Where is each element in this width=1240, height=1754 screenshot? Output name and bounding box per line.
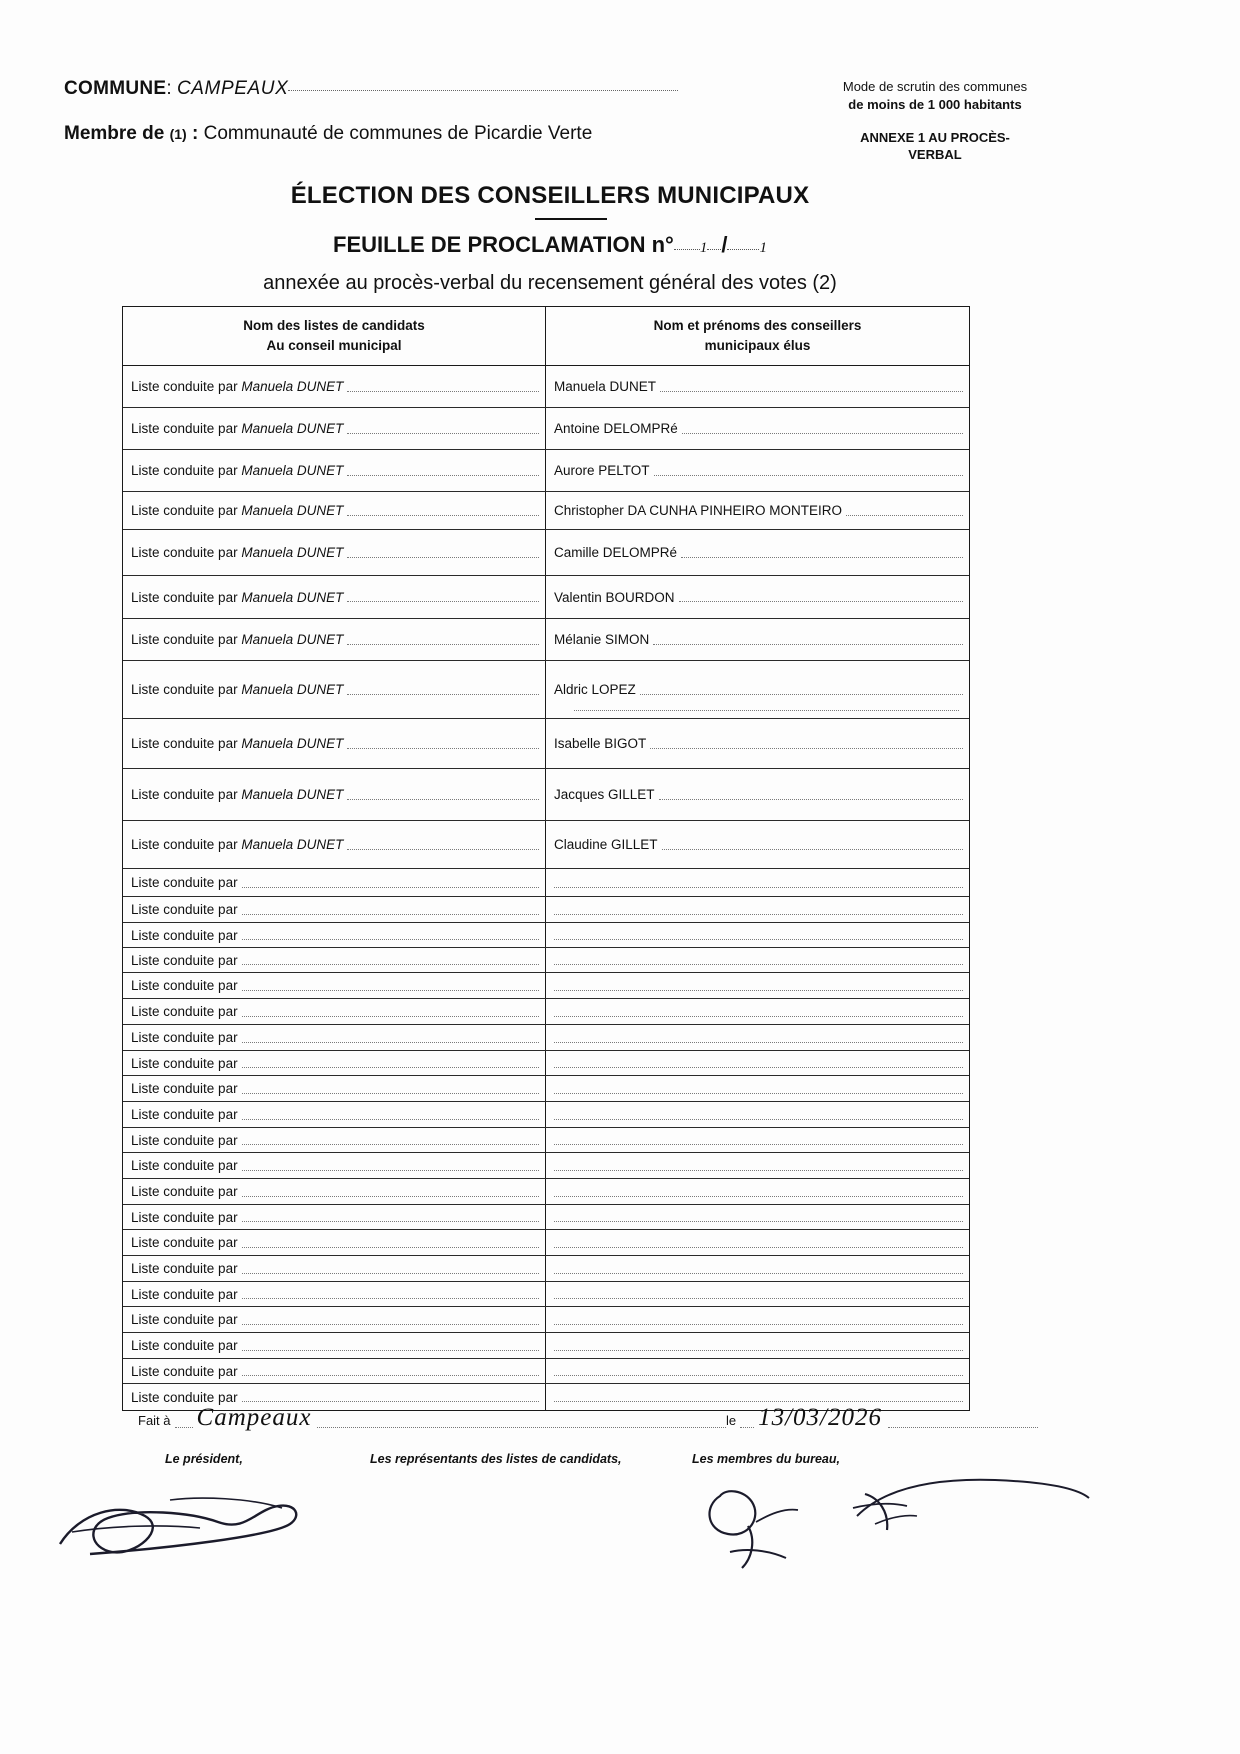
- table-row: [123, 923, 969, 948]
- dotted-leader: [846, 506, 963, 516]
- elected-councillor-name: Valentin BOURDON: [554, 589, 675, 605]
- elected-councillor-name: Aurore PELTOT: [554, 463, 650, 479]
- dotted-leader: [554, 1135, 963, 1145]
- list-leader-name: Manuela DUNET: [241, 545, 344, 561]
- list-conduite-par-text: Liste conduite par: [131, 902, 238, 918]
- table-row: [123, 719, 969, 769]
- dotted-leader: [650, 739, 963, 749]
- table-row: [123, 1282, 969, 1307]
- dotted-leader: [554, 1058, 963, 1068]
- dotted-leader: [347, 790, 539, 800]
- dotted-leader: [242, 930, 539, 940]
- cell-elected-name: [546, 530, 969, 575]
- dotted-leader: [242, 1058, 539, 1068]
- cell-elected-name: [546, 492, 969, 529]
- dotted-leader: [554, 955, 963, 965]
- elected-councillor-name: Isabelle BIGOT: [554, 736, 647, 752]
- dotted-leader: [660, 382, 963, 392]
- list-leader-name: Manuela DUNET: [241, 421, 344, 437]
- dotted-leader: [554, 1341, 963, 1351]
- column-header-elected: [546, 307, 969, 365]
- dotted-leader: [347, 592, 539, 602]
- cell-list-name: [123, 408, 546, 449]
- cell-elected-name: [546, 576, 969, 618]
- dotted-leader: [347, 685, 539, 695]
- dotted-leader: [347, 635, 539, 645]
- cell-elected-name: [546, 897, 969, 922]
- column-header-lists-line1: Nom des listes de candidats: [243, 318, 425, 333]
- list-conduite-par-text: Liste conduite par: [131, 1312, 238, 1328]
- cell-elected-name: [546, 1128, 969, 1152]
- cell-elected-name: [546, 1051, 969, 1075]
- membre-value: Communauté de communes de Picardie Verte: [203, 123, 593, 144]
- list-leader-name: Manuela DUNET: [241, 379, 344, 395]
- table-row: [123, 492, 969, 530]
- mode-line-2: de moins de 1 000 habitants: [848, 96, 1022, 112]
- table-row: [123, 1179, 969, 1205]
- list-conduite-par-text: Liste conduite par: [131, 1030, 238, 1046]
- list-conduite-par-text: Liste conduite par: [131, 875, 238, 891]
- dotted-leader: [554, 905, 963, 915]
- annexe-line-2: VERBAL: [908, 146, 962, 162]
- table-row: [123, 999, 969, 1025]
- cell-elected-name: [546, 1205, 969, 1229]
- list-conduite-par-text: Liste conduite par: [131, 1004, 238, 1020]
- page-title: ÉLECTION DES CONSEILLERS MUNICIPAUX: [290, 182, 810, 209]
- dotted-leader: [347, 548, 539, 558]
- cell-list-name: [123, 769, 546, 820]
- dotted-leader: [653, 635, 963, 645]
- cell-elected-name: [546, 661, 969, 718]
- cell-list-name: [123, 1153, 546, 1178]
- cell-list-name: [123, 869, 546, 896]
- dotted-leader: [681, 548, 963, 558]
- table-row: [123, 948, 969, 973]
- membre-separator: :: [192, 123, 199, 144]
- list-leader-name: Manuela DUNET: [241, 632, 344, 648]
- dotted-leader: [242, 1289, 539, 1299]
- table-row: [123, 1076, 969, 1102]
- signature-label-membres: Les membres du bureau,: [692, 1452, 840, 1466]
- cell-elected-name: [546, 869, 969, 896]
- dotted-leader: [554, 1007, 963, 1017]
- cell-list-name: [123, 1025, 546, 1050]
- list-conduite-par-text: Liste conduite par: [131, 927, 238, 943]
- table-row: [123, 1230, 969, 1256]
- cell-elected-name: [546, 923, 969, 947]
- cell-elected-name: [546, 719, 969, 768]
- dotted-leader: [242, 1341, 539, 1351]
- cell-list-name: [123, 719, 546, 768]
- cell-elected-name: [546, 769, 969, 820]
- dotted-leader: [242, 878, 539, 888]
- dotted-leader: [242, 1033, 539, 1043]
- table-row: [123, 576, 969, 619]
- cell-elected-name: [546, 973, 969, 998]
- proclamation-sheet-title: [0, 232, 1100, 258]
- dotted-leader: [242, 1366, 539, 1376]
- dotted-leader: [242, 955, 539, 965]
- dotted-leader: [640, 685, 963, 695]
- dotted-leader: [654, 466, 963, 476]
- table-row: [123, 1256, 969, 1282]
- cell-elected-name: [546, 1256, 969, 1281]
- cell-elected-name: [546, 999, 969, 1024]
- dotted-leader: [554, 1187, 963, 1197]
- cell-elected-name: [546, 619, 969, 660]
- table-row: [123, 897, 969, 923]
- list-conduite-par-text: Liste conduite par: [131, 1261, 238, 1277]
- dotted-leader: [679, 592, 963, 602]
- cell-list-name: [123, 1359, 546, 1383]
- list-conduite-par-text: Liste conduite par: [131, 1107, 238, 1123]
- list-leader-name: Manuela DUNET: [241, 736, 344, 752]
- signature-president: [50, 1482, 330, 1572]
- list-conduite-par-text: Liste conduite par Manuela DUNET: [131, 837, 344, 853]
- signature-label-president: Le président,: [165, 1452, 243, 1466]
- dotted-leader: [554, 930, 963, 940]
- cell-list-name: [123, 1256, 546, 1281]
- dotted-leader: [347, 840, 539, 850]
- elected-councillor-name: Antoine DELOMPRé: [554, 421, 678, 437]
- dotted-leader: [242, 1264, 539, 1274]
- dotted-leader: [554, 1264, 963, 1274]
- cell-list-name: [123, 661, 546, 718]
- cell-list-name: [123, 366, 546, 407]
- cell-list-name: [123, 1102, 546, 1127]
- list-conduite-par-text: Liste conduite par: [131, 1055, 238, 1071]
- dotted-leader: [554, 1110, 963, 1120]
- list-conduite-par-text: Liste conduite par: [131, 1158, 238, 1174]
- table-row: [123, 1128, 969, 1153]
- table-row: [123, 450, 969, 492]
- cell-list-name: [123, 619, 546, 660]
- list-conduite-par-text: Liste conduite par Manuela DUNET: [131, 421, 344, 437]
- dotted-leader: [554, 1366, 963, 1376]
- cell-elected-name: [546, 821, 969, 868]
- cell-elected-name: [546, 408, 969, 449]
- list-conduite-par-text: Liste conduite par Manuela DUNET: [131, 632, 344, 648]
- dotted-leader: [242, 1315, 539, 1325]
- dotted-leader: [242, 1212, 539, 1222]
- dotted-leader: [242, 981, 539, 991]
- cell-list-name: [123, 897, 546, 922]
- dotted-leader: [347, 506, 539, 516]
- list-leader-name: Manuela DUNET: [241, 463, 344, 479]
- table-row: [123, 1333, 969, 1359]
- list-conduite-par-text: Liste conduite par: [131, 952, 238, 968]
- table-row: [123, 1102, 969, 1128]
- signature-representant: [690, 1478, 820, 1573]
- list-conduite-par-text: Liste conduite par Manuela DUNET: [131, 589, 344, 605]
- list-leader-name: Manuela DUNET: [241, 503, 344, 519]
- title-divider-rule: [535, 218, 607, 220]
- dotted-leader: [554, 1161, 963, 1171]
- dotted-leader: [242, 1007, 539, 1017]
- cell-list-name: [123, 1051, 546, 1075]
- annexed-subtitle: annexée au procès-verbal du recensement général des votes (2): [263, 272, 837, 294]
- elected-councillor-name: Jacques GILLET: [554, 787, 655, 803]
- date-value: 13/03/2026: [758, 1404, 882, 1431]
- column-header-lists: [123, 307, 546, 365]
- cell-elected-name: [546, 1282, 969, 1306]
- commune-dotted-fill: [288, 80, 678, 91]
- elected-councillor-name: Camille DELOMPRé: [554, 545, 678, 561]
- dotted-leader: [347, 739, 539, 749]
- cell-list-name: [123, 923, 546, 947]
- list-conduite-par-text: Liste conduite par: [131, 1081, 238, 1097]
- list-conduite-par-text: Liste conduite par: [131, 1132, 238, 1148]
- list-conduite-par-text: Liste conduite par Manuela DUNET: [131, 463, 344, 479]
- elected-councillor-name: Manuela DUNET: [554, 379, 657, 395]
- list-leader-name: Manuela DUNET: [241, 837, 344, 853]
- elected-councillor-name: Aldric LOPEZ: [554, 682, 636, 698]
- cell-list-name: [123, 1282, 546, 1306]
- sheet-separator: /: [721, 232, 728, 257]
- dotted-leader: [242, 905, 539, 915]
- column-header-elected-line1: Nom et prénoms des conseillers: [653, 318, 862, 333]
- dotted-leader: [347, 466, 539, 476]
- table-row: [123, 1051, 969, 1076]
- elected-councillor-name: Claudine GILLET: [554, 837, 658, 853]
- cell-elected-name: [546, 1307, 969, 1332]
- cell-list-name: [123, 450, 546, 491]
- list-conduite-par-text: Liste conduite par: [131, 1286, 238, 1302]
- column-header-lists-line2: Au conseil municipal: [266, 337, 402, 353]
- table-row: [123, 769, 969, 821]
- cell-elected-name: [546, 366, 969, 407]
- date-label: le: [725, 1413, 737, 1428]
- cell-list-name: [123, 530, 546, 575]
- cell-list-name: [123, 973, 546, 998]
- fait-a-label: Fait à: [138, 1413, 171, 1428]
- list-leader-name: Manuela DUNET: [241, 589, 344, 605]
- commune-separator: :: [166, 78, 172, 99]
- dotted-leader: [554, 1238, 963, 1248]
- dotted-leader: [554, 981, 963, 991]
- table-row: [123, 973, 969, 999]
- commune-value: CAMPEAUX: [176, 78, 289, 99]
- membre-footnote-marker: (1): [169, 126, 187, 142]
- table-row: [123, 661, 969, 719]
- annexe-line-1: ANNEXE 1 AU PROCÈS-: [860, 130, 1010, 145]
- list-conduite-par-text: Liste conduite par: [131, 1184, 238, 1200]
- dotted-leader: [242, 1110, 539, 1120]
- cell-list-name: [123, 948, 546, 972]
- table-row: [123, 821, 969, 869]
- table-row: [123, 869, 969, 897]
- table-row: [123, 1307, 969, 1333]
- signature-membre-bureau: [845, 1468, 1095, 1548]
- dotted-leader: [554, 1315, 963, 1325]
- fait-a-line: [138, 1400, 1038, 1431]
- list-conduite-par-text: Liste conduite par Manuela DUNET: [131, 787, 344, 803]
- dotted-leader: [242, 1135, 539, 1145]
- annexe-reference: [800, 130, 1070, 164]
- table-row: [123, 619, 969, 661]
- cell-list-name: [123, 576, 546, 618]
- list-conduite-par-text: Liste conduite par: [131, 1338, 238, 1354]
- table-header-row: [123, 307, 969, 366]
- table-body: [123, 366, 969, 1410]
- dotted-leader: [554, 1289, 963, 1299]
- sheet-total-value: 1: [759, 240, 767, 256]
- cell-list-name: [123, 1333, 546, 1358]
- dotted-leader: [347, 424, 539, 434]
- dotted-leader: [682, 424, 963, 434]
- cell-list-name: [123, 999, 546, 1024]
- dotted-leader: [554, 1084, 963, 1094]
- dotted-leader: [554, 878, 963, 888]
- list-conduite-par-text: Liste conduite par: [131, 1235, 238, 1251]
- cell-elected-name: [546, 1230, 969, 1255]
- table-row: [123, 1205, 969, 1230]
- cell-list-name: [123, 821, 546, 868]
- list-leader-name: Manuela DUNET: [241, 682, 344, 698]
- commune-line: [64, 78, 704, 100]
- cell-elected-name: [546, 1359, 969, 1383]
- cell-list-name: [123, 1076, 546, 1101]
- dotted-leader: [659, 790, 963, 800]
- proclamation-label: FEUILLE DE PROCLAMATION n°: [333, 232, 674, 257]
- cell-elected-name: [546, 1025, 969, 1050]
- commune-label: COMMUNE: [64, 78, 167, 99]
- signature-label-representants: Les représentants des listes de candidats,: [370, 1452, 622, 1466]
- list-conduite-par-text: Liste conduite par: [131, 1209, 238, 1225]
- list-conduite-par-text: Liste conduite par Manuela DUNET: [131, 545, 344, 561]
- dotted-leader: [347, 382, 539, 392]
- list-conduite-par-text: Liste conduite par: [131, 1363, 238, 1379]
- dotted-leader: [242, 1161, 539, 1171]
- cell-elected-name: [546, 948, 969, 972]
- document-header: [0, 0, 1240, 175]
- column-header-elected-line2: municipaux élus: [704, 337, 811, 353]
- fait-a-value: Campeaux: [196, 1404, 312, 1431]
- table-row: [123, 1359, 969, 1384]
- cell-elected-name: [546, 1076, 969, 1101]
- list-conduite-par-text: Liste conduite par Manuela DUNET: [131, 736, 344, 752]
- cell-list-name: [123, 1179, 546, 1204]
- cell-elected-name: [546, 1102, 969, 1127]
- cell-list-name: [123, 1205, 546, 1229]
- table-row: [123, 1025, 969, 1051]
- dotted-leader: [242, 1187, 539, 1197]
- elected-councillor-name: Christopher DA CUNHA PINHEIRO MONTEIRO: [554, 503, 843, 519]
- dotted-leader: [662, 840, 963, 850]
- membre-label: Membre de: [64, 123, 165, 144]
- cell-list-name: [123, 1230, 546, 1255]
- list-conduite-par-text: Liste conduite par: [131, 1389, 238, 1405]
- dotted-leader: [242, 1238, 539, 1248]
- proclamation-table: [122, 306, 970, 1411]
- secondary-dotted-leader: [574, 710, 959, 711]
- dotted-leader: [554, 1212, 963, 1222]
- sheet-number-value: 1: [699, 240, 708, 256]
- cell-list-name: [123, 492, 546, 529]
- list-conduite-par-text: Liste conduite par Manuela DUNET: [131, 682, 344, 698]
- table-row: [123, 408, 969, 450]
- list-conduite-par-text: Liste conduite par Manuela DUNET: [131, 379, 344, 395]
- dotted-leader: [242, 1084, 539, 1094]
- cell-elected-name: [546, 1179, 969, 1204]
- cell-elected-name: [546, 1333, 969, 1358]
- cell-list-name: [123, 1307, 546, 1332]
- elected-councillor-name: Mélanie SIMON: [554, 632, 650, 648]
- table-row: [123, 530, 969, 576]
- mode-de-scrutin-note: [800, 78, 1070, 113]
- membre-de-line: [64, 123, 592, 145]
- cell-list-name: [123, 1128, 546, 1152]
- mode-line-1: Mode de scrutin des communes: [842, 79, 1028, 94]
- cell-elected-name: [546, 1153, 969, 1178]
- table-row: [123, 1153, 969, 1179]
- list-conduite-par-text: Liste conduite par: [131, 978, 238, 994]
- dotted-leader: [554, 1033, 963, 1043]
- list-conduite-par-text: Liste conduite par Manuela DUNET: [131, 503, 344, 519]
- cell-elected-name: [546, 450, 969, 491]
- table-row: [123, 366, 969, 408]
- list-leader-name: Manuela DUNET: [241, 787, 344, 803]
